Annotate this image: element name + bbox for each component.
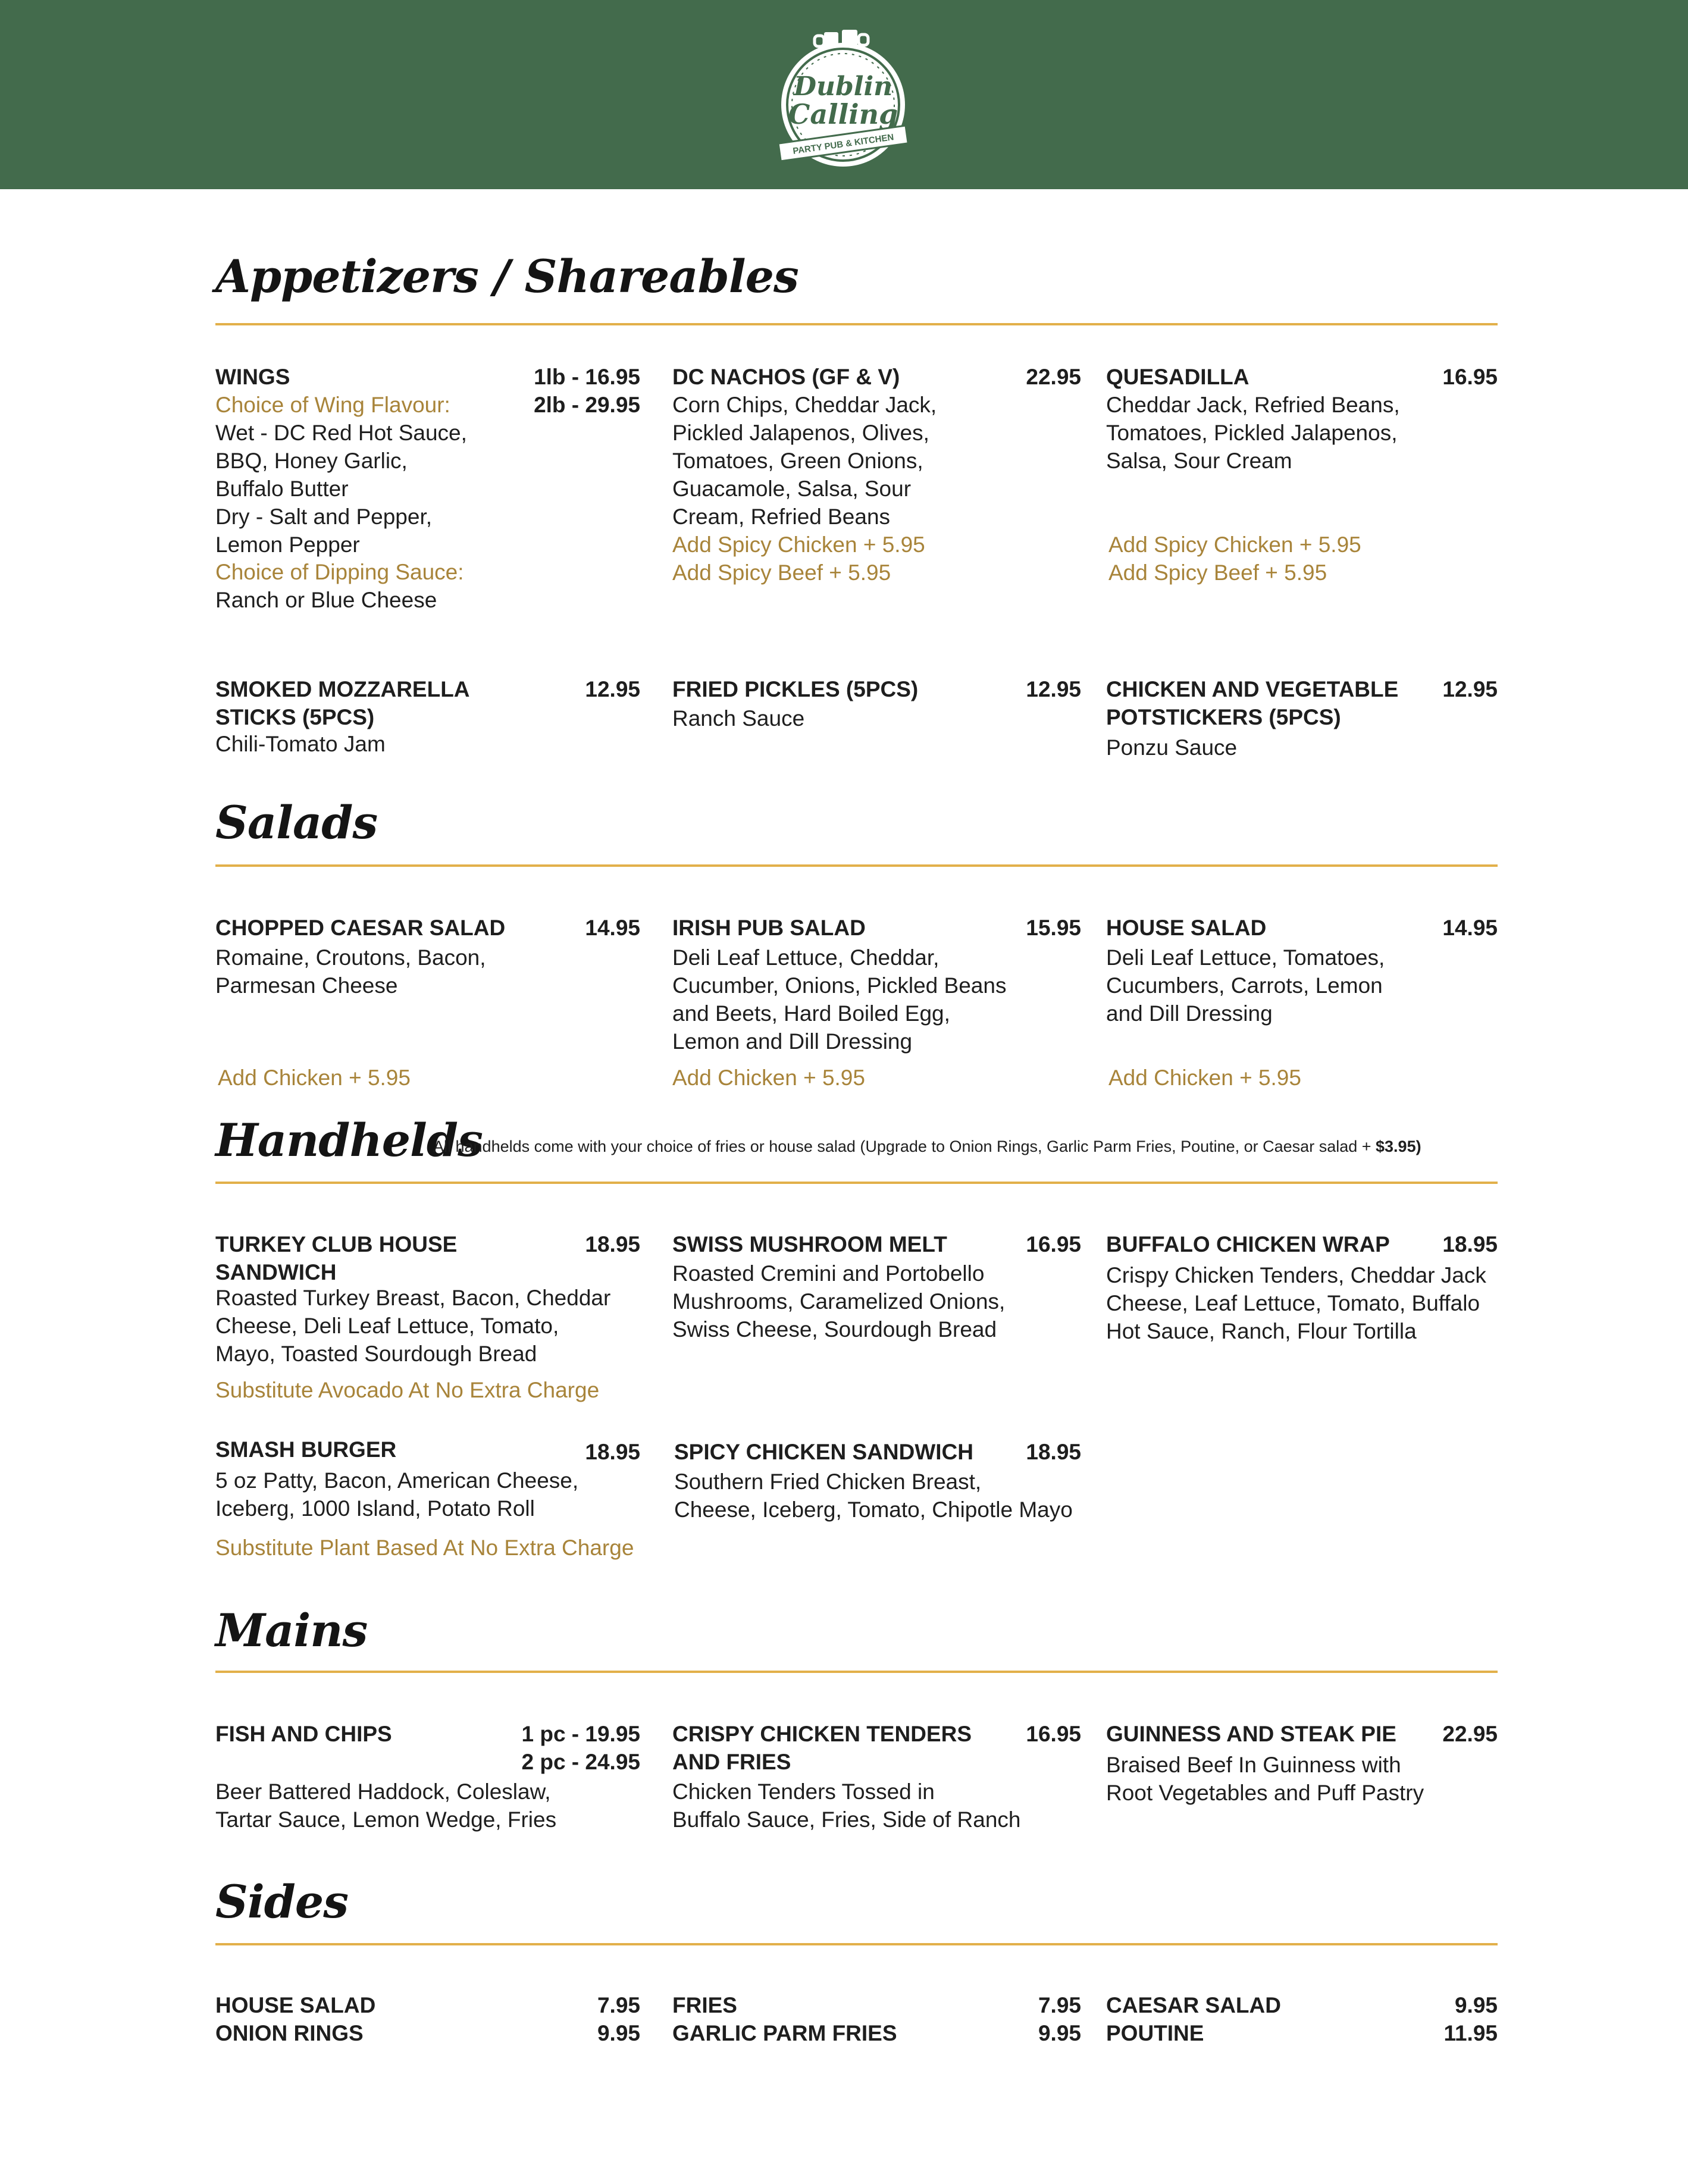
section-title: Handhelds: [215, 1114, 483, 1167]
menu-item-guinness-steak-pie: [1106, 1720, 1498, 1839]
item-price: 12.95: [1026, 677, 1081, 701]
item-name: CRISPY CHICKEN TENDERS AND FRIES: [672, 1722, 972, 1774]
item-price: 16.95: [1442, 365, 1498, 389]
item-addons: Add Chicken + 5.95: [1108, 1066, 1301, 1090]
header-bar: [0, 0, 1688, 189]
item-description: Deli Leaf Lettuce, Cheddar, Cucumber, Onions, Pickled Beans and Beets, Hard Boiled Egg, Lemon and Dill Dressing: [672, 945, 1007, 1054]
item-substitution: Substitute Avocado At No Extra Charge: [215, 1378, 600, 1402]
side-names: HOUSE SALAD ONION RINGS: [215, 1993, 376, 2045]
section-salads: [215, 796, 1498, 1105]
item-description: Roasted Cremini and Portobello Mushrooms, Caramelized Onions, Swiss Cheese, Sourdough Bread: [672, 1261, 1006, 1342]
item-option-label: Choice of Dipping Sauce:: [215, 560, 464, 584]
menu-item-mozzarella-sticks: [215, 675, 640, 764]
side-prices: 7.95 9.95: [597, 1993, 640, 2045]
menu-item-smash-burger: [215, 1436, 640, 1572]
svg-text:PARTY PUB & KITCHEN: PARTY PUB & KITCHEN: [792, 132, 895, 156]
item-substitution: Substitute Plant Based At No Extra Charge: [215, 1536, 634, 1560]
menu-item-spicy-chicken-sandwich: [674, 1438, 1081, 1545]
item-name: SMOKED MOZZARELLA STICKS (5PCS): [215, 677, 470, 729]
item-name: SWISS MUSHROOM MELT: [672, 1232, 947, 1256]
item-name: HOUSE SALAD: [1106, 916, 1267, 940]
item-price: 16.95: [1026, 1232, 1081, 1256]
menu-item-nachos: [672, 363, 1081, 613]
item-price: 14.95: [585, 916, 640, 940]
section-title: Mains: [215, 1604, 368, 1657]
item-name: CHICKEN AND VEGETABLE POTSTICKERS (5PCS): [1106, 677, 1399, 729]
item-description: Ponzu Sauce: [1106, 735, 1238, 760]
section-appetizers: [215, 250, 1498, 785]
section-divider: [215, 1943, 1498, 1945]
section-divider: [215, 864, 1498, 867]
item-name: WINGS: [215, 365, 290, 389]
item-price: 18.95: [1026, 1440, 1081, 1464]
item-addons: Add Chicken + 5.95: [218, 1066, 411, 1090]
item-price: 1 pc - 19.95 2 pc - 24.95: [521, 1722, 640, 1774]
item-option-label: Choice of Wing Flavour:: [215, 393, 450, 417]
item-description: Ranch Sauce: [672, 706, 805, 731]
dublin-calling-logo: [775, 29, 911, 169]
item-addons: Add Spicy Chicken + 5.95 Add Spicy Beef + 5.95: [672, 532, 925, 585]
sides-column-1: [215, 1991, 640, 2051]
menu-item-chicken-tenders: [672, 1720, 1081, 1839]
item-name: FISH AND CHIPS: [215, 1722, 392, 1746]
section-note: [433, 1136, 1421, 1157]
side-names: CAESAR SALAD POUTINE: [1106, 1993, 1281, 2045]
menu-item-turkey-club: [215, 1230, 640, 1415]
item-description: Corn Chips, Cheddar Jack, Pickled Jalapenos, Olives, Tomatoes, Green Onions, Guacamole, Salsa, Sour Cream, Refried Beans: [672, 393, 937, 529]
item-description: Beer Battered Haddock, Coleslaw, Tartar Sauce, Lemon Wedge, Fries: [215, 1779, 557, 1832]
item-description: Cheddar Jack, Refried Beans, Tomatoes, Pickled Jalapenos, Salsa, Sour Cream: [1106, 393, 1400, 473]
menu-item-irish-pub-salad: [672, 914, 1081, 1092]
section-handhelds: [215, 1114, 1498, 1590]
section-mains: [215, 1604, 1498, 1854]
item-description: Roasted Turkey Breast, Bacon, Cheddar Cheese, Deli Leaf Lettuce, Tomato, Mayo, Toasted Sourdough Bread: [215, 1286, 611, 1366]
svg-text:Calling: Calling: [788, 98, 898, 130]
item-description: Crispy Chicken Tenders, Cheddar Jack Cheese, Leaf Lettuce, Tomato, Buffalo Hot Sauce, Ranch, Flour Tortilla: [1106, 1263, 1486, 1343]
item-description: Deli Leaf Lettuce, Tomatoes, Cucumbers, Carrots, Lemon and Dill Dressing: [1106, 945, 1385, 1026]
item-price: 12.95: [585, 677, 640, 701]
section-divider: [215, 1671, 1498, 1673]
menu-item-house-salad: [1106, 914, 1498, 1092]
item-price: 1lb - 16.95 2lb - 29.95: [534, 365, 640, 417]
item-price: 22.95: [1442, 1722, 1498, 1746]
side-names: FRIES GARLIC PARM FRIES: [672, 1993, 897, 2045]
item-name: FRIED PICKLES (5PCS): [672, 677, 919, 701]
sides-column-2: [672, 1991, 1081, 2051]
item-name: CHOPPED CAESAR SALAD: [215, 916, 506, 940]
item-addons: Add Spicy Chicken + 5.95 Add Spicy Beef + 5.95: [1108, 532, 1361, 585]
item-description: 5 oz Patty, Bacon, American Cheese, Iceberg, 1000 Island, Potato Roll: [215, 1468, 579, 1521]
item-name: BUFFALO CHICKEN WRAP: [1106, 1232, 1390, 1256]
section-sides: [215, 1875, 1498, 2054]
svg-text:Dublin: Dublin: [793, 71, 893, 102]
item-price: 16.95: [1026, 1722, 1081, 1746]
section-divider: [215, 323, 1498, 325]
item-description: Braised Beef In Guinness with Root Vegetables and Puff Pastry: [1106, 1753, 1424, 1805]
note-text: All handhelds come with your choice of fries or house salad (Upgrade to Onion Rings, Garlic Parm Fries, Poutine, or Caesar salad +: [433, 1138, 1376, 1155]
item-price: 15.95: [1026, 916, 1081, 940]
item-name: SPICY CHICKEN SANDWICH: [674, 1440, 973, 1464]
item-name: DC NACHOS (GF & V): [672, 365, 900, 389]
menu-item-quesadilla: [1106, 363, 1498, 613]
item-name: SMASH BURGER: [215, 1437, 397, 1462]
menu-item-wings: [215, 363, 640, 613]
item-description: Chili-Tomato Jam: [215, 732, 386, 756]
menu-item-chopped-caesar: [215, 914, 640, 1092]
side-prices: 9.95 11.95: [1443, 1993, 1498, 2045]
menu-item-buffalo-chicken-wrap: [1106, 1230, 1498, 1379]
section-divider: [215, 1182, 1498, 1184]
item-addons: Add Chicken + 5.95: [672, 1066, 865, 1090]
note-price: $3.95): [1376, 1138, 1421, 1155]
section-title: Salads: [215, 796, 378, 849]
item-description: Southern Fried Chicken Breast, Cheese, Iceberg, Tomato, Chipotle Mayo: [674, 1469, 1073, 1522]
item-name: QUESADILLA: [1106, 365, 1249, 389]
item-name: TURKEY CLUB HOUSE SANDWICH: [215, 1232, 458, 1284]
item-price: 12.95: [1442, 677, 1498, 701]
item-description: Romaine, Croutons, Bacon, Parmesan Cheese: [215, 945, 486, 998]
item-price: 14.95: [1442, 916, 1498, 940]
item-name: IRISH PUB SALAD: [672, 916, 866, 940]
menu-item-fish-and-chips: [215, 1720, 640, 1839]
menu-item-swiss-mushroom-melt: [672, 1230, 1081, 1379]
section-title: Sides: [215, 1875, 349, 1928]
item-price: 18.95: [585, 1232, 640, 1256]
menu-item-potstickers: [1106, 675, 1498, 764]
item-description: Chicken Tenders Tossed in Buffalo Sauce, Fries, Side of Ranch: [672, 1779, 1021, 1832]
item-price: 18.95: [585, 1440, 640, 1464]
item-description: Ranch or Blue Cheese: [215, 588, 437, 612]
side-prices: 7.95 9.95: [1038, 1993, 1081, 2045]
item-description: Wet - DC Red Hot Sauce, BBQ, Honey Garlic, Buffalo Butter Dry - Salt and Pepper, Lemon Pepper: [215, 421, 467, 557]
item-price: 18.95: [1442, 1232, 1498, 1256]
item-name: GUINNESS AND STEAK PIE: [1106, 1722, 1396, 1746]
sides-column-3: [1106, 1991, 1498, 2051]
section-title: Appetizers / Shareables: [215, 250, 798, 303]
menu-item-fried-pickles: [672, 675, 1081, 764]
item-price: 22.95: [1026, 365, 1081, 389]
